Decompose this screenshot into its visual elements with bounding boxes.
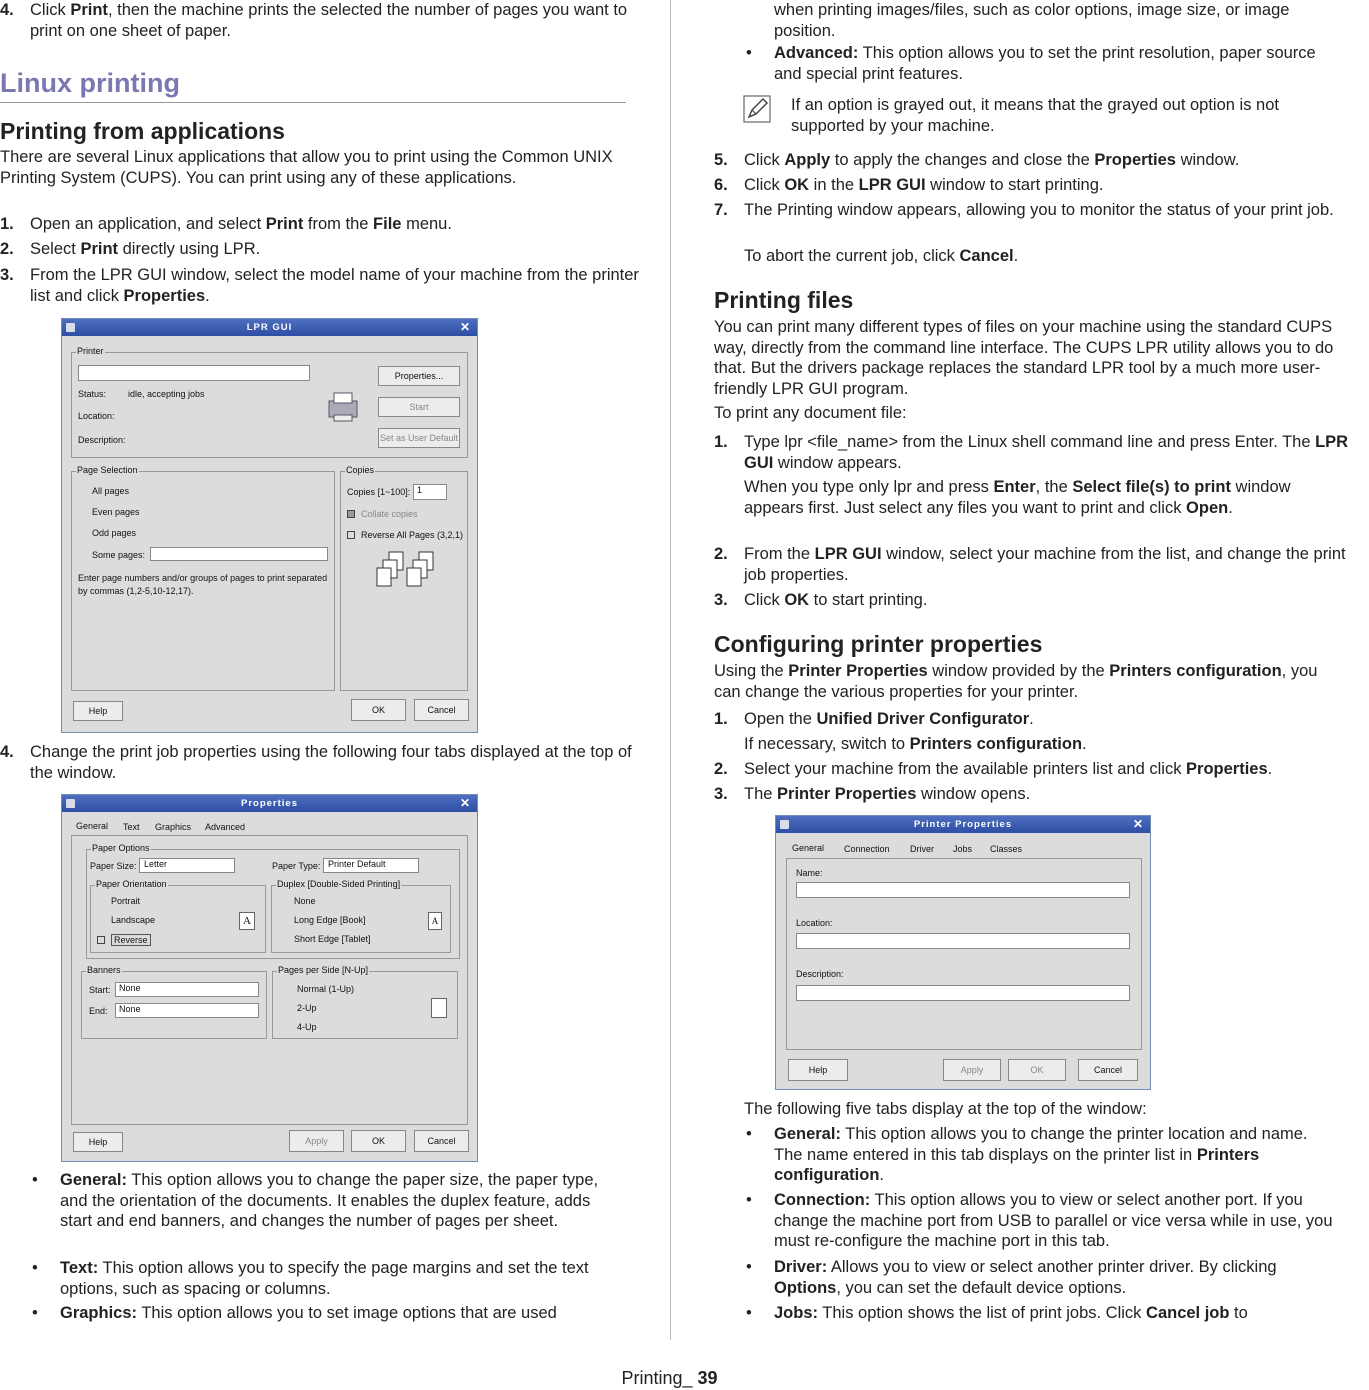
step-3: 3. From the LPR GUI window, select the model name of your machine from the printer list and click Properties. [0, 266, 639, 305]
window-icon [66, 323, 75, 332]
config-intro: Using the Printer Properties window provided by the Printers configuration, you can change the various properties for your printer. [714, 662, 1318, 701]
printer-properties-screenshot [775, 815, 1151, 1090]
portrait-radio[interactable]: Portrait [111, 896, 141, 906]
ok-button[interactable]: OK [351, 1130, 406, 1152]
tab-text[interactable]: Text [123, 822, 140, 832]
close-icon[interactable]: ✕ [459, 320, 471, 334]
printer-group: Printer Status: idle, accepting jobs Location: Description: Properties... Start Set as User Default [71, 352, 468, 458]
printer-properties-titlebar: Printer Properties ✕ [776, 816, 1150, 833]
heading-rule [0, 102, 626, 103]
ok-button[interactable]: OK [1008, 1059, 1066, 1081]
note-pencil-icon [743, 95, 771, 123]
tab-classes[interactable]: Classes [990, 844, 1023, 854]
nup-group: Pages per Side [N-Up] Normal (1-Up) 2-Up 4-Up [272, 971, 458, 1039]
bullet-pp-jobs: • Jobs: This option shows the list of print jobs. Click Cancel job to [746, 1304, 1248, 1322]
close-icon[interactable]: ✕ [459, 796, 471, 810]
bullet-graphics: • Graphics: This option allows you to set image options that are used [32, 1304, 557, 1322]
column-divider [670, 0, 671, 1340]
page-selection-group: Page Selection All pages Even pages Odd pages Some pages: Enter page numbers and/or groups of pages to print separated by commas (1,2-5,10-12,17). [71, 471, 335, 691]
printer-icon [325, 389, 361, 425]
copies-group: Copies Copies [1~100]: 1 Collate copies Reverse All Pages (3,2,1) [340, 471, 468, 691]
all-pages-radio[interactable]: All pages [92, 486, 130, 496]
properties-button[interactable]: Properties... [378, 366, 460, 386]
bullet-general: • General: This option allows you to change the paper size, the paper type, and the orientation of the documents. It enables the duplex feature, adds start and end banners, and changes the number of pages per sheet. [32, 1171, 599, 1230]
banner-start-select[interactable]: None [115, 982, 259, 997]
config-step-3: 3. The Printer Properties window opens. [714, 785, 1031, 803]
step-7: 7. The Printing window appears, allowing you to monitor the status of your print job. [714, 201, 1334, 219]
bullet-pp-general: • General: This option allows you to change the printer location and name. The name entered in this tab displays on the printer list in Printers configuration. [746, 1125, 1308, 1184]
apply-button[interactable]: Apply [943, 1059, 1001, 1081]
help-button[interactable]: Help [73, 1132, 123, 1152]
description-input[interactable] [796, 985, 1130, 1001]
duplex-group: Duplex [Double-Sided Printing] None Long Edge [Book] Short Edge [Tablet] A [271, 885, 451, 953]
paper-options-group: Paper Options Paper Size: Letter Paper Type: Printer Default Paper Orientation Portrait Landscape Reverse A Duplex [Double-Sided Printing] None Long Edge [Book] Short Edge [Tablet] A [86, 849, 460, 959]
copies-pages-icon [375, 550, 435, 594]
duplex-none-radio[interactable]: None [294, 896, 316, 906]
apps-intro: There are several Linux applications that allow you to print using the Common UNIX Printing System (CUPS). You can print using any of these applications. [0, 148, 613, 187]
config-step-2: 2. Select your machine from the available printers list and click Properties. [714, 760, 1273, 778]
orientation-preview-icon: A [239, 912, 255, 930]
location-input[interactable] [796, 933, 1130, 949]
tab-advanced[interactable]: Advanced [205, 822, 246, 832]
help-button[interactable]: Help [73, 701, 123, 721]
tab-general[interactable]: General [792, 843, 825, 853]
some-pages-radio[interactable]: Some pages: [92, 550, 146, 560]
heading-printing-files: Printing files [714, 287, 854, 313]
step-6: 6. Click OK in the LPR GUI window to start printing. [714, 176, 1104, 194]
paper-type-select[interactable]: Printer Default [323, 858, 419, 873]
ok-button[interactable]: OK [351, 699, 406, 721]
lpr-gui-screenshot [61, 318, 478, 733]
files-any: To print any document file: [714, 404, 907, 422]
bullet-pp-connection: • Connection: This option allows you to view or select another port. If you change the machine port from USB to parallel or vice versa while in use, you must re-configure the machine port in this tab. [746, 1191, 1333, 1250]
apply-button[interactable]: Apply [289, 1130, 344, 1152]
bullet-text: • Text: This option allows you to specify the page margins and set the text options, such as spacing or columns. [32, 1259, 589, 1298]
tab-connection[interactable]: Connection [844, 844, 890, 854]
cancel-button[interactable]: Cancel [1078, 1059, 1138, 1081]
step-7-sub: To abort the current job, click Cancel. [744, 247, 1019, 265]
bullet-pp-driver: • Driver: Allows you to view or select another printer driver. By clicking Options, you can set the default device options. [746, 1258, 1277, 1297]
config-step-1: 1. Open the Unified Driver Configurator. [714, 710, 1034, 728]
2up-radio[interactable]: 2-Up [297, 1003, 317, 1013]
landscape-radio[interactable]: Landscape [111, 915, 156, 925]
step-4-top: 4. Click Print, then the machine prints the selected the number of pages you want to print on one sheet of paper. [0, 1, 628, 40]
step-5: 5. Click Apply to apply the changes and close the Properties window. [714, 151, 1240, 169]
tab-general[interactable]: General [76, 821, 109, 831]
files-step-3: 3. Click OK to start printing. [714, 591, 928, 609]
files-step-2: 2. From the LPR GUI window, select your machine from the list, and change the print job properties. [714, 545, 1346, 584]
step-1: 1. Open an application, and select Print from the File menu. [0, 215, 452, 233]
graphics-continued: when printing images/files, such as color options, image size, or image position. [774, 1, 1290, 40]
page-footer [0, 1367, 1339, 1389]
duplex-preview-icon: A [428, 912, 442, 930]
start-button[interactable]: Start [378, 397, 460, 417]
footer-section: Printing_ [621, 1368, 698, 1388]
section-linux-printing [0, 66, 626, 103]
cancel-button[interactable]: Cancel [414, 1130, 469, 1152]
files-intro: You can print many different types of files on your machine using the standard CUPS way, directly from the command line interface. The CUPS LPR utility allows you to do that. But the drivers package replaces the standard LPR tool by a much more user-friendly LPR GUI program. [714, 318, 1334, 398]
banners-group: Banners Start: None End: None [81, 971, 267, 1039]
five-tabs-text: The following five tabs display at the top of the window: [744, 1100, 1147, 1118]
files-step-1-sub: When you type only lpr and press Enter, the Select file(s) to print window appears first. Just select any files you want to print and click Open. [744, 478, 1291, 517]
tab-graphics[interactable]: Graphics [155, 822, 192, 832]
heading-linux-printing: Linux printing [0, 68, 180, 98]
printer-select[interactable] [78, 365, 310, 381]
note-text: If an option is grayed out, it means that the grayed out option is not supported by your machine. [791, 96, 1279, 135]
page-number: 39 [697, 1368, 718, 1388]
step-2: 2. Select Print directly using LPR. [0, 240, 261, 258]
name-input[interactable] [796, 882, 1130, 898]
even-pages-radio[interactable]: Even pages [92, 507, 140, 517]
files-step-1: 1. Type lpr <file_name> from the Linux shell command line and press Enter. The LPR GUI window appears. [714, 433, 1349, 472]
short-edge-radio[interactable]: Short Edge [Tablet] [294, 934, 371, 944]
4up-radio[interactable]: 4-Up [297, 1022, 317, 1032]
orientation-group: Paper Orientation Portrait Landscape Reverse A [90, 885, 266, 953]
reverse-checkbox[interactable] [97, 936, 105, 944]
cancel-button[interactable]: Cancel [414, 699, 469, 721]
set-default-button[interactable]: Set as User Default [378, 428, 460, 448]
copies-input[interactable]: 1 [413, 484, 447, 500]
odd-pages-radio[interactable]: Odd pages [92, 528, 137, 538]
heading-configuring: Configuring printer properties [714, 631, 1043, 657]
tab-jobs[interactable]: Jobs [953, 844, 973, 854]
tab-panel: Name: Location: Description: [786, 858, 1142, 1050]
properties-screenshot [61, 794, 478, 1162]
long-edge-radio[interactable]: Long Edge [Book] [294, 915, 366, 925]
banner-end-select[interactable]: None [115, 1003, 259, 1018]
window-icon [780, 820, 789, 829]
close-icon[interactable]: ✕ [1132, 817, 1144, 831]
help-button[interactable]: Help [788, 1059, 848, 1081]
some-pages-input[interactable] [150, 547, 328, 561]
paper-size-select[interactable]: Letter [139, 858, 235, 873]
nup-preview-icon [431, 998, 447, 1018]
config-step-1-sub: If necessary, switch to Printers configuration. [744, 735, 1087, 753]
properties-titlebar: Properties ✕ [62, 795, 477, 812]
reverse-checkbox[interactable] [347, 531, 355, 539]
lpr-titlebar: LPR GUI ✕ [62, 319, 477, 336]
bullet-advanced: • Advanced: This option allows you to set the print resolution, paper source and special print features. [746, 44, 1316, 83]
window-icon [66, 799, 75, 808]
tab-driver[interactable]: Driver [910, 844, 934, 854]
normal-1up-radio[interactable]: Normal (1-Up) [297, 984, 355, 994]
heading-printing-from-applications: Printing from applications [0, 118, 285, 144]
collate-checkbox[interactable] [347, 510, 355, 518]
tab-panel [71, 835, 468, 1125]
step-4: 4. Change the print job properties using the following four tabs displayed at the top of the window. [0, 743, 632, 782]
